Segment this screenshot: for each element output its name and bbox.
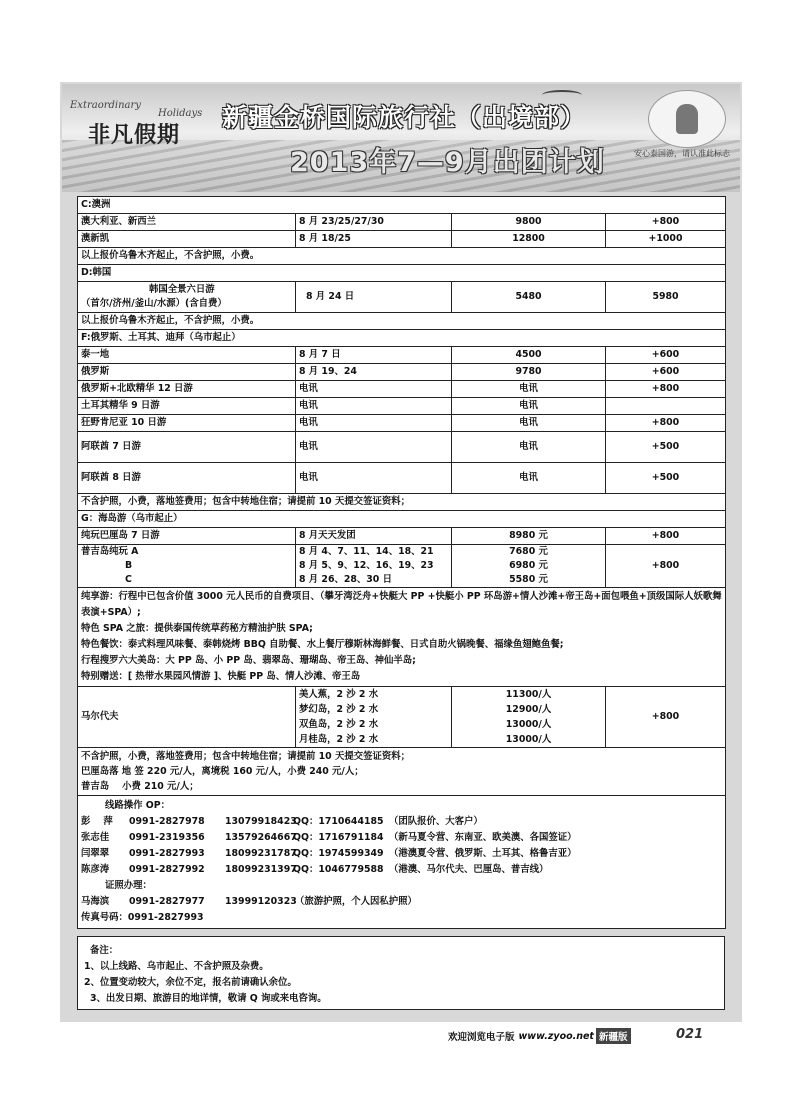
extra-fee: +800 <box>606 545 726 588</box>
desc-line: 特色 SPA 之旅：提供泰国传统草药秘方精油护肤 SPA; <box>81 623 313 634</box>
contact-desc: （旅游护照，个人因私护照） <box>295 896 417 907</box>
route-name-line: C <box>125 574 132 585</box>
departure-date: 8 月天天发团 <box>296 528 452 545</box>
contact-tel: 0991-2319356 <box>129 832 205 843</box>
note-row <box>78 248 726 265</box>
route-name: 马尔代夫 <box>78 687 296 748</box>
desc-line: 行程搜罗六大美岛：大 PP 岛、小 PP 岛、翡翠岛、珊瑚岛、帝王岛、神仙半岛; <box>81 655 416 666</box>
contact-desc: （港澳、马尔代夫、巴厘岛、普吉线） <box>389 864 549 875</box>
extra-fee: 5980 <box>606 282 726 313</box>
price-line: 7680 元 <box>509 546 548 557</box>
route-name: 阿联酋 8 日游 <box>78 463 296 494</box>
route-name <box>78 282 296 313</box>
contact-mobile: 13999120323 <box>225 896 297 907</box>
price: 9780 <box>452 364 606 381</box>
contact-qq: QQ：1716791184 <box>293 832 384 843</box>
extra-fee: +500 <box>606 432 726 463</box>
header-banner <box>62 84 740 192</box>
contact-qq: QQ：1974599349 <box>293 848 384 859</box>
note-row <box>78 748 726 796</box>
price-line: 13000/人 <box>505 734 552 745</box>
note-line: 普吉岛 小费 210 元/人； <box>81 781 199 792</box>
table-row <box>78 381 726 398</box>
contact-name: 陈彦涛 <box>81 864 110 875</box>
fax-number: 传真号码：0991-2827993 <box>81 912 204 923</box>
islands-notes <box>78 748 726 796</box>
extra-fee: +800 <box>606 415 726 432</box>
contact-desc: （新马夏令营、东南亚、欧美澳、各国签证） <box>389 832 577 843</box>
cert-row <box>81 894 722 910</box>
contact-tel: 0991-2827993 <box>129 848 205 859</box>
contact-name: 彭 萍 <box>81 816 113 827</box>
price-line: 12900/人 <box>505 704 552 715</box>
holidays-logo <box>70 94 220 154</box>
logo-text-holidays: Holidays <box>158 108 203 119</box>
section-header-row <box>78 511 726 528</box>
note-line: 不含护照，小费，落地签费用；包含中转地住宿；请提前 10 天提交签证资料； <box>81 751 410 762</box>
price: 12800 <box>452 231 606 248</box>
price: 4500 <box>452 347 606 364</box>
note-line: 巴厘岛落 地 签 220 元/人，离境税 160 元/人，小费 240 元/人； <box>81 766 364 777</box>
contact-mobile: 18099231397 <box>225 864 297 875</box>
extra-fee: +500 <box>606 463 726 494</box>
route-name: 俄罗斯 <box>78 364 296 381</box>
table-row <box>78 687 726 748</box>
price: 电讯 <box>452 398 606 415</box>
logo-text-extraordinary: Extraordinary <box>70 100 141 111</box>
price <box>452 687 606 748</box>
footer-website[interactable]: www.zyoo.net <box>518 1030 594 1042</box>
hotel-line: 双鱼岛，2 沙 2 水 <box>299 719 379 730</box>
route-name-line: 普吉岛纯玩 A <box>81 546 139 557</box>
table-row <box>78 214 726 231</box>
contact-tel: 0991-2827992 <box>129 864 205 875</box>
phuket-description <box>78 588 726 687</box>
contacts-block <box>78 796 726 929</box>
departure-date: 电讯 <box>296 381 452 398</box>
section-header-row <box>78 330 726 347</box>
contact-name: 张志佳 <box>81 832 110 843</box>
contact-row <box>81 814 722 830</box>
page-title: 2013年7—9月出团计划 <box>290 147 605 178</box>
price: 电讯 <box>452 381 606 398</box>
company-name: 新疆金桥国际旅行社（出境部） <box>222 103 587 132</box>
route-name: 澳大利亚、新西兰 <box>78 214 296 231</box>
description-row <box>78 588 726 687</box>
price: 电讯 <box>452 415 606 432</box>
date-line: 8 月 5、9、12、16、19、23 <box>299 560 434 571</box>
route-name: 泰一地 <box>78 347 296 364</box>
page-footer <box>448 1026 631 1046</box>
table-row <box>78 545 726 588</box>
route-name: 狂野肯尼亚 10 日游 <box>78 415 296 432</box>
contacts-row <box>78 796 726 929</box>
hotel-line: 月桂岛，2 沙 2 水 <box>299 734 379 745</box>
section-header-row <box>78 265 726 282</box>
contact-row <box>81 862 722 878</box>
logo-text-chinese: 非凡假期 <box>88 123 181 148</box>
contact-name: 闫翠翠 <box>81 848 110 859</box>
departure-date: 电讯 <box>296 398 452 415</box>
route-name-line: B <box>125 560 133 571</box>
price: 8980 元 <box>452 528 606 545</box>
desc-line: 特别赠送：[ 热带水果园风情游 ]、快艇 PP 岛、情人沙滩、帝王岛 <box>81 671 361 682</box>
hotel-list <box>296 687 452 748</box>
price: 9800 <box>452 214 606 231</box>
departure-date: 电讯 <box>296 415 452 432</box>
section-header: D:韩国 <box>78 265 726 282</box>
schedule-table <box>77 196 726 929</box>
section-header: F:俄罗斯、土耳其、迪拜（乌市起止） <box>78 330 726 347</box>
departure-date: 8 月 23/25/27/30 <box>296 214 452 231</box>
footer-welcome: 欢迎浏览电子版 <box>448 1032 515 1043</box>
departure-date: 电讯 <box>296 463 452 494</box>
contact-desc: （团队报价、大客户） <box>389 816 483 827</box>
table-row <box>78 231 726 248</box>
section-note: 不含护照，小费，落地签费用；包含中转地住宿；请提前 10 天提交签证资料； <box>78 494 726 511</box>
remark-item: 3、出发日期、旅游目的地详情，敬请 Q 询或来电咨询。 <box>90 993 327 1004</box>
contact-mobile: 18099231787 <box>225 848 297 859</box>
ops-title: 线路操作 OP： <box>105 800 170 811</box>
table-row <box>78 364 726 381</box>
extra-fee: +600 <box>606 364 726 381</box>
contact-qq: QQ：1046779588 <box>293 864 384 875</box>
table-row <box>78 463 726 494</box>
departure-date: 8 月 7 日 <box>296 347 452 364</box>
price-line: 5580 元 <box>509 574 548 585</box>
contact-mobile: 13079918423 <box>225 816 297 827</box>
route-name: 纯玩巴厘岛 7 日游 <box>78 528 296 545</box>
extra-fee: +800 <box>606 687 726 748</box>
seal-caption: 安心泰国游，请认准此标志 <box>634 149 730 158</box>
table-row <box>78 415 726 432</box>
contact-tel: 0991-2827978 <box>129 816 205 827</box>
date-line: 8 月 4、7、11、14、18、21 <box>299 546 434 557</box>
extra-fee: +600 <box>606 347 726 364</box>
price: 电讯 <box>452 463 606 494</box>
price: 5480 <box>452 282 606 313</box>
departure-date: 8 月 18/25 <box>296 231 452 248</box>
extra-fee: +800 <box>606 528 726 545</box>
note-row <box>78 313 726 330</box>
route-name: 土耳其精华 9 日游 <box>78 398 296 415</box>
cert-title: 证照办理： <box>105 880 152 891</box>
extra-fee: +800 <box>606 214 726 231</box>
price: 电讯 <box>452 432 606 463</box>
contact-mobile: 13579264667 <box>225 832 297 843</box>
table-row <box>78 398 726 415</box>
hotel-line: 美人蕉，2 沙 2 水 <box>299 689 379 700</box>
extra-fee: +800 <box>606 381 726 398</box>
footer-region-tag: 新疆版 <box>596 1028 631 1044</box>
table-row <box>78 347 726 364</box>
contact-name: 马海滨 <box>81 896 110 907</box>
thailand-seal-icon <box>648 90 726 148</box>
route-name: 俄罗斯+北欧精华 12 日游 <box>78 381 296 398</box>
extra-fee: +1000 <box>606 231 726 248</box>
contact-row <box>81 846 722 862</box>
departure-date: 8 月 19、24 <box>296 364 452 381</box>
route-name-line: （首尔/济州/釜山/水源）(含自费） <box>81 298 227 309</box>
price-line: 6980 元 <box>509 560 548 571</box>
section-header: G：海岛游（乌市起止） <box>78 511 726 528</box>
route-name <box>78 545 296 588</box>
departure-date <box>296 545 452 588</box>
section-note: 以上报价乌鲁木齐起止，不含护照，小费。 <box>78 313 726 330</box>
desc-line: 纯享游：行程中已包含价值 3000 元人民币的自费项目、（攀牙湾泛舟+快艇大 PP +快艇小 PP 环岛游+情人沙滩+帝王岛+面包喂鱼+顶级国际人妖歌舞表演+SPA）; <box>81 591 722 618</box>
remarks-box <box>77 936 725 1010</box>
price-line: 11300/人 <box>505 689 552 700</box>
price-line: 13000/人 <box>505 719 552 730</box>
date-line: 8 月 26、28、30 日 <box>299 574 392 585</box>
price <box>452 545 606 588</box>
contact-qq: QQ：1710644185 <box>293 816 384 827</box>
page-number: 021 <box>676 1027 704 1042</box>
departure-date: 8 月 24 日 <box>296 282 452 313</box>
remark-item: 2、位置变动较大，余位不定，报名前请确认余位。 <box>84 977 297 988</box>
contact-desc: （港澳夏令营、俄罗斯、土耳其、格鲁吉亚） <box>389 848 577 859</box>
contact-row <box>81 830 722 846</box>
route-name-line: 韩国全景六日游 <box>149 284 215 295</box>
desc-line: 特色餐饮：泰式料理风味餐、泰韩烧烤 BBQ 自助餐、水上餐厅穆斯林海鲜餐、日式自助火锅晚餐、福缘鱼翅鲍鱼餐; <box>81 639 564 650</box>
remark-item: 1、以上线路、乌市起止、不含护照及杂费。 <box>84 961 269 972</box>
section-header-row <box>78 197 726 214</box>
section-header: C:澳洲 <box>78 197 726 214</box>
extra-fee <box>606 398 726 415</box>
table-row <box>78 432 726 463</box>
table-row <box>78 282 726 313</box>
route-name: 澳新凯 <box>78 231 296 248</box>
hotel-line: 梦幻岛，2 沙 2 水 <box>299 704 379 715</box>
table-row <box>78 528 726 545</box>
note-row <box>78 494 726 511</box>
departure-date: 电讯 <box>296 432 452 463</box>
section-note: 以上报价乌鲁木齐起止，不含护照，小费。 <box>78 248 726 265</box>
route-name: 阿联酋 7 日游 <box>78 432 296 463</box>
contact-tel: 0991-2827977 <box>129 896 205 907</box>
remarks-title: 备注： <box>90 945 119 956</box>
